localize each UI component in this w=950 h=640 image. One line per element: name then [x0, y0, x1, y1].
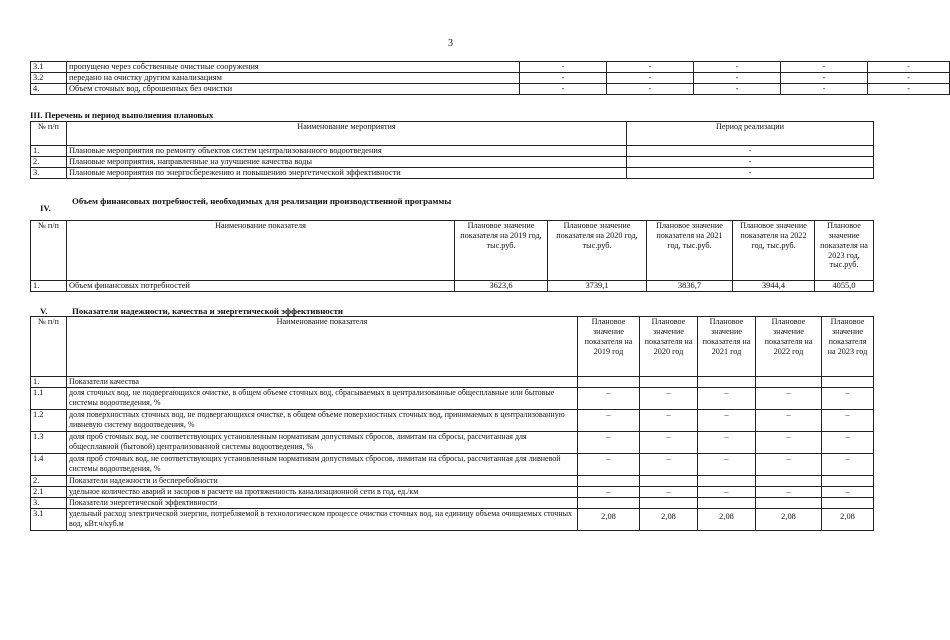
row-name: доля проб сточных вод, не соответствующих установленным нормативам допустимых сбросов, лимитам на сбросы, рассчитанная для ливневой системы водоотведения, % [67, 454, 578, 476]
row-name: доля проб сточных вод, не соответствующих установленным нормативам допустимых сбросов, лимитам на сбросы, рассчитанная для общесплавной (бытовой) централизованной системы водоотведения, % [67, 432, 578, 454]
s4-header-year-2019: Плановое значение показателя на 2019 год, тыс.руб. [455, 221, 548, 281]
s4-header-num: № п/п [31, 221, 67, 281]
row-name: Показатели качества [67, 377, 578, 388]
section5-table [30, 316, 874, 531]
row-value: - [520, 62, 607, 73]
table-row [31, 73, 950, 84]
row-value [640, 476, 698, 487]
s4-row-name: Объем финансовых потребностей [67, 281, 455, 292]
row-number: 1. [31, 146, 67, 157]
s5-header-year-2022: Плановое значение показателя на 2022 год [756, 317, 822, 377]
page-number: 3 [448, 38, 453, 49]
row-value: – [640, 410, 698, 432]
s5-header-year-2020: Плановое значение показателя на 2020 год [640, 317, 698, 377]
row-number: 3.2 [31, 73, 67, 84]
row-name: Плановые мероприятия по энергосбережению и повышению энергетической эффективности [67, 168, 627, 179]
row-value: – [640, 487, 698, 498]
table-row [31, 487, 874, 498]
s5-header-name: Наименование показателя [67, 317, 578, 377]
row-period: - [627, 168, 874, 179]
table-row [31, 432, 874, 454]
row-number: 2. [31, 157, 67, 168]
row-value: – [578, 487, 640, 498]
s4-row-num: 1. [31, 281, 67, 292]
section4-roman: IV. [40, 203, 51, 213]
table-row [31, 157, 874, 168]
row-value: – [756, 388, 822, 410]
row-value: - [520, 84, 607, 95]
section3-table [30, 121, 874, 179]
s4-value-2023: 4055,0 [815, 281, 874, 292]
row-value: – [756, 432, 822, 454]
row-value: – [698, 388, 756, 410]
row-value [756, 476, 822, 487]
row-value: - [607, 84, 694, 95]
row-name: Плановые мероприятия по ремонту объектов систем централизованного водоотведения [67, 146, 627, 157]
row-value: – [822, 388, 874, 410]
row-value: 2,08 [698, 509, 756, 531]
row-value: – [640, 454, 698, 476]
section5-title: Показатели надежности, качества и энергетической эффективности [72, 306, 343, 316]
table-row [31, 84, 950, 95]
row-value: 2,08 [822, 509, 874, 531]
row-value: - [694, 84, 781, 95]
row-number: 2.1 [31, 487, 67, 498]
row-number: 1. [31, 377, 67, 388]
row-number: 1.2 [31, 410, 67, 432]
table-row [31, 377, 874, 388]
table-row [31, 410, 874, 432]
s4-header-name: Наименование показателя [67, 221, 455, 281]
row-value: – [698, 454, 756, 476]
s5-header-num: № п/п [31, 317, 67, 377]
row-period: - [627, 146, 874, 157]
row-value: - [694, 73, 781, 84]
table-row [31, 388, 874, 410]
row-name: доля поверхностных сточных вод, не подвергающихся очистке, в общем объеме поверхностных сточных вод, принимаемых в централизованную ливневую систему водоотведения, % [67, 410, 578, 432]
s3-header-num: № п/п [31, 122, 67, 146]
row-value: – [578, 432, 640, 454]
row-value: – [698, 432, 756, 454]
row-name: доля сточных вод, не подвергающихся очистке, в общем объеме сточных вод, сбрасываемых в централизованные общесплавные или бытовые системы водоотведения, % [67, 388, 578, 410]
row-value: - [868, 62, 950, 73]
row-value: - [781, 73, 868, 84]
top-table [30, 61, 950, 95]
s4-header-year-2022: Плановое значение показателя на 2022 год, тыс.руб. [733, 221, 815, 281]
row-value [578, 498, 640, 509]
s5-header-year-2019: Плановое значение показателя на 2019 год [578, 317, 640, 377]
row-value: - [694, 62, 781, 73]
row-name: передано на очистку другим канализациям [67, 73, 520, 84]
row-number: 4. [31, 84, 67, 95]
table-row [31, 509, 874, 531]
row-value [822, 377, 874, 388]
s4-value-2021: 3836,7 [647, 281, 733, 292]
row-number: 2. [31, 476, 67, 487]
row-name: пропущено через собственные очистные сооружения [67, 62, 520, 73]
row-value [640, 498, 698, 509]
s3-header-name: Наименование мероприятия [67, 122, 627, 146]
s4-header-year-2020: Плановое значение показателя на 2020 год, тыс.руб. [548, 221, 647, 281]
table-row [31, 476, 874, 487]
row-value: – [756, 487, 822, 498]
s4-header-year-2023: Плановое значение показателя на 2023 год, тыс.руб. [815, 221, 874, 281]
row-value: – [698, 487, 756, 498]
row-value: – [578, 410, 640, 432]
row-value: – [822, 432, 874, 454]
row-value: – [640, 388, 698, 410]
s3-header-period: Период реализации [627, 122, 874, 146]
s4-value-2019: 3623,6 [455, 281, 548, 292]
section3-title: III. Перечень и период выполнения плановых [30, 110, 214, 120]
row-number: 3. [31, 498, 67, 509]
row-name: удельный расход электрической энергии, потребляемой в технологическом процессе очистки сточных вод, на единицу объема очищаемых сточных вод, кВт.ч/куб.м [67, 509, 578, 531]
row-value: - [520, 73, 607, 84]
row-period: - [627, 157, 874, 168]
row-value: – [578, 454, 640, 476]
row-value [756, 498, 822, 509]
row-value [698, 377, 756, 388]
row-number: 1.1 [31, 388, 67, 410]
row-value: - [781, 84, 868, 95]
row-value: 2,08 [640, 509, 698, 531]
row-value: - [607, 62, 694, 73]
row-name: Объем сточных вод, сброшенных без очистки [67, 84, 520, 95]
row-value: – [822, 410, 874, 432]
section4-table [30, 220, 874, 292]
row-number: 1.3 [31, 432, 67, 454]
row-value: 2,08 [578, 509, 640, 531]
s5-header-year-2021: Плановое значение показателя на 2021 год [698, 317, 756, 377]
row-name: Показатели энергетической эффективности [67, 498, 578, 509]
row-value: 2,08 [756, 509, 822, 531]
row-value: - [781, 62, 868, 73]
row-value [698, 498, 756, 509]
row-value: – [578, 388, 640, 410]
row-name: удельное количество аварий и засоров в расчете на протяженность канализационной сети в год, ед./км [67, 487, 578, 498]
row-value: – [640, 432, 698, 454]
row-value [578, 476, 640, 487]
row-value [578, 377, 640, 388]
row-value: - [868, 84, 950, 95]
table-row [31, 498, 874, 509]
row-value: - [868, 73, 950, 84]
table-row [31, 454, 874, 476]
row-value [698, 476, 756, 487]
row-value [640, 377, 698, 388]
row-value [822, 476, 874, 487]
row-number: 3.1 [31, 509, 67, 531]
section5-roman: V. [40, 306, 48, 316]
s5-header-year-2023: Плановое значение показателя на 2023 год [822, 317, 874, 377]
row-value: – [822, 454, 874, 476]
row-number: 3.1 [31, 62, 67, 73]
row-value: – [756, 410, 822, 432]
table-row [31, 62, 950, 73]
table-row [31, 168, 874, 179]
row-number: 3. [31, 168, 67, 179]
row-number: 1.4 [31, 454, 67, 476]
s4-value-2022: 3944,4 [733, 281, 815, 292]
row-value: - [607, 73, 694, 84]
table-row [31, 281, 874, 292]
s4-header-year-2021: Плановое значение показателя на 2021 год, тыс.руб. [647, 221, 733, 281]
row-value: – [822, 487, 874, 498]
row-name: Плановые мероприятия, направленные на улучшение качества воды [67, 157, 627, 168]
row-value [756, 377, 822, 388]
row-value: – [698, 410, 756, 432]
section4-title: Объем финансовых потребностей, необходимых для реализации производственной программы [72, 196, 452, 206]
table-row [31, 146, 874, 157]
row-name: Показатели надежности и бесперебойности [67, 476, 578, 487]
row-value [822, 498, 874, 509]
row-value: – [756, 454, 822, 476]
s4-value-2020: 3739,1 [548, 281, 647, 292]
